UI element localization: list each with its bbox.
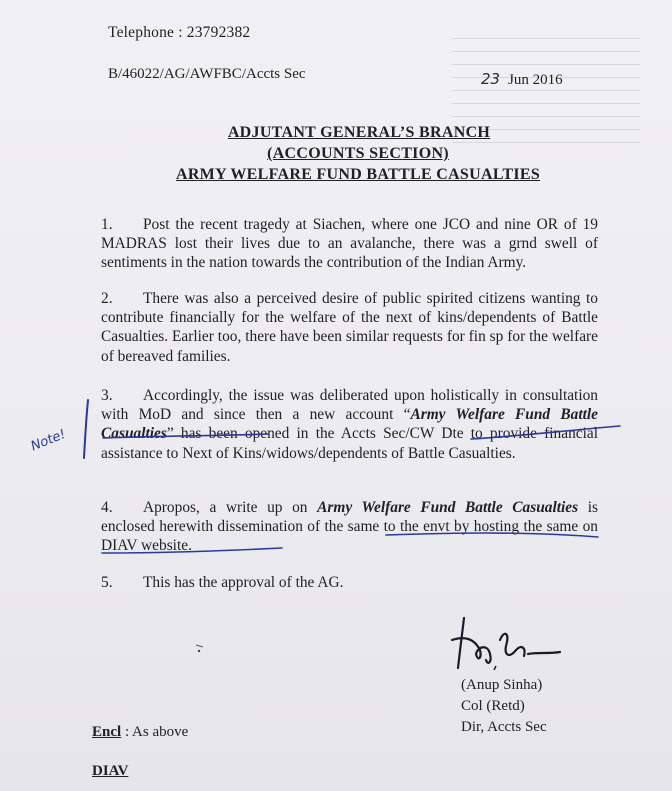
title-subject: ARMY WELFARE FUND BATTLE CASUALTIES: [175, 166, 541, 183]
distribution-addressee: DIAV: [92, 763, 129, 779]
enclosure-line: [92, 724, 188, 741]
telephone-line: Telephone : 23792382: [108, 24, 251, 41]
letter-date: [481, 70, 563, 89]
signatory-rank: Col (Retd): [461, 698, 525, 714]
paragraph-number: 5.: [101, 574, 113, 591]
paragraph-3: [101, 386, 598, 463]
signatory-name: (Anup Sinha): [461, 677, 543, 693]
paragraph-1: [101, 215, 598, 273]
signature-scrawl: [444, 610, 564, 680]
paragraph-number: 4.: [101, 499, 113, 516]
letter-titles: [0, 122, 672, 185]
reference-number: B/46022/AG/AWFBC/Accts Sec: [108, 66, 306, 82]
paragraph-text-a: Accordingly, the issue was deliberated upon holistically in consultation with MoD and since then a new account “: [101, 387, 598, 424]
ink-speck: [196, 645, 203, 647]
paragraph-text-a: Apropos, a write up on: [143, 499, 318, 516]
fund-name-emphasis: Army Welfare Fund Battle Casualties: [101, 406, 599, 443]
signature-block: [461, 675, 547, 738]
margin-bracket: [84, 400, 88, 458]
title-section: (ACCOUNTS SECTION): [267, 145, 449, 162]
paragraph-5: [101, 573, 598, 592]
paragraph-number: 1.: [101, 216, 113, 233]
date-month-year: Jun 2016: [508, 72, 563, 88]
paragraph-text-b: ” has been opened in the Accts Sec/CW Dte to provide financial assistance to Next of Kins/widows/dependents of Battle Casualties.: [101, 425, 598, 462]
paragraph-text: Post the recent tragedy at Siachen, where one JCO and nine OR of 19 MADRAS lost their lives due to an avalanche, there was a grnd swell of sentiments in the nation towards the contribution of the Indian Army.: [101, 216, 598, 272]
signatory-designation: Dir, Accts Sec: [461, 719, 547, 735]
enclosure-label: Encl: [92, 724, 122, 740]
title-branch: ADJUTANT GENERAL’S BRANCH: [227, 124, 491, 141]
ink-speck: [198, 650, 200, 652]
paragraph-number: 2.: [101, 290, 113, 307]
paragraph-text: This has the approval of the AG.: [143, 574, 344, 591]
paragraph-text: There was also a perceived desire of public spirited citizens wanting to contribute financially for the welfare of the next of kins/dependents of Battle Casualties. Earlier too, there have been similar requests for fin sp for the welfare of bereaved families.: [101, 290, 598, 365]
enclosure-value: : As above: [121, 724, 189, 740]
paragraph-4: [101, 498, 598, 556]
date-day-handwritten: 23: [481, 70, 501, 88]
paragraph-2: [101, 289, 598, 366]
paragraph-number: 3.: [101, 387, 113, 404]
paragraph-text-b: is enclosed herewith dissemination of the same to the envt by hosting the same on DIAV website.: [101, 499, 598, 555]
margin-note-text: Note!: [28, 426, 68, 455]
fund-name-emphasis: Army Welfare Fund Battle Casualties: [317, 499, 579, 516]
